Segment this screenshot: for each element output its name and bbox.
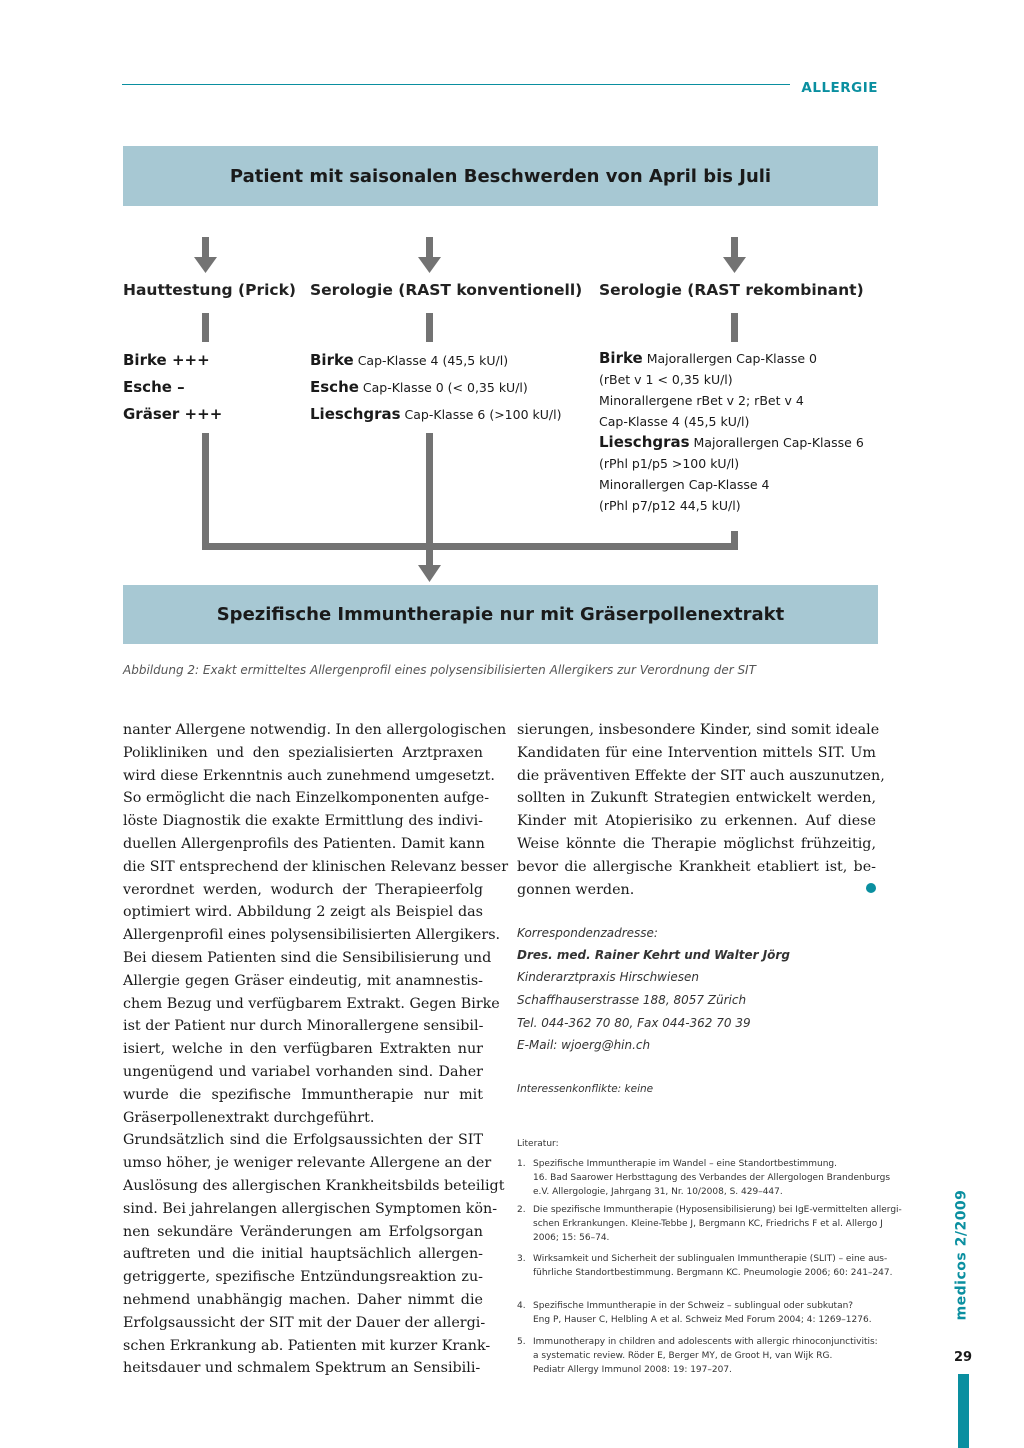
body-line: ist der Patient nur durch Minorallergene sensibil- — [123, 1018, 484, 1035]
body-line: bevor die allergische Krankheit etabliert ist, be- — [517, 858, 876, 875]
body-line: Allergie gegen Gräser eindeutig, mit anamnestis- — [123, 972, 483, 989]
contact-email: E-Mail: wjoerg@hin.ch — [517, 1038, 651, 1052]
result-allergen: Esche – — [123, 378, 185, 396]
contact-practice: Kinderarztpraxis Hirschwiesen — [517, 970, 699, 984]
body-line: ungenügend und variabel vorhanden sind. Daher — [123, 1063, 483, 1080]
flowchart-bottom-box: Spezifische Immuntherapie nur mit Gräserpollenextrakt — [123, 585, 878, 644]
body-line: Polikliniken und den spezialisierten Arztpraxen — [123, 744, 483, 761]
literature-line: e.V. Allergologie, Jahrgang 31, Nr. 10/2008, S. 429–447. — [533, 1187, 783, 1197]
body-line: Allergenprofil eines polysensibilisierten Allergikers. — [123, 927, 501, 944]
body-line: Grundsätzlich sind die Erfolgsaussichten der SIT — [123, 1132, 483, 1149]
result-allergen: Gräser +++ — [123, 405, 223, 423]
page-number: 29 — [954, 1350, 973, 1365]
result-item — [123, 347, 222, 374]
conflicts-note: Interessenkonflikte: keine — [517, 1083, 654, 1095]
connector-line — [202, 237, 209, 259]
body-line: Bei diesem Patienten sind die Sensibilisierung und — [123, 949, 492, 966]
body-line: Erfolgsaussicht der SIT mit der Dauer der allergi- — [123, 1314, 486, 1331]
result-allergen: Birke — [599, 349, 643, 367]
result-item — [123, 374, 222, 401]
body-line: sind. Bei jahrelangen allergischen Symptomen kön- — [123, 1200, 498, 1217]
contact-phone: Tel. 044-362 70 80, Fax 044-362 70 39 — [517, 1016, 751, 1030]
body-line: wurde die spezifische Immuntherapie nur mit — [123, 1086, 483, 1103]
literature-line: Spezifische Immuntherapie in der Schweiz – sublingual oder subkutan? — [533, 1301, 854, 1311]
body-line: So ermöglicht die nach Einzelkomponenten aufge- — [123, 790, 490, 807]
body-line: umso höher, je weniger relevante Allergene an der — [123, 1155, 492, 1172]
literature-line: schen Erkrankungen. Kleine-Tebbe J, Bergmann KC, Friedrichs F et al. Allergo J — [533, 1219, 883, 1229]
connector-line — [426, 237, 433, 259]
result-item — [599, 453, 864, 474]
body-line: auftreten und die initial hauptsächlich allergen- — [123, 1246, 483, 1263]
body-line: löste Diagnostik die exakte Ermittlung des indivi- — [123, 813, 483, 830]
result-detail: Cap-Klasse 6 (>100 kU/l) — [404, 407, 562, 422]
literature-line: a systematic review. Röder E, Berger MY, de Groot H, van Wijk RG. — [533, 1351, 833, 1361]
result-item — [123, 401, 222, 428]
result-item — [599, 390, 864, 411]
rast-recombinant-results — [599, 348, 864, 516]
body-line: Weise könnte die Therapie möglichst frühzeitig, — [517, 835, 876, 852]
result-allergen: Lieschgras — [599, 433, 690, 451]
body-line: isiert, welche in den verfügbaren Extrakten nur — [123, 1041, 483, 1058]
column-heading-rast-recombinant: Serologie (RAST rekombinant) — [599, 281, 864, 299]
literature-number: 1. — [517, 1159, 526, 1169]
body-line: sierungen, insbesondere Kinder, sind somit ideale — [517, 722, 880, 738]
body-line: nehmend unabhängig machen. Daher nimmt die — [123, 1291, 483, 1308]
result-item — [310, 347, 561, 374]
contact-names: Dres. med. Rainer Kehrt und Walter Jörg — [517, 948, 790, 962]
body-line: verordnet werden, wodurch der Therapieerfolg — [123, 881, 483, 898]
result-detail: Majorallergen Cap-Klasse 6 — [693, 435, 864, 450]
section-label: ALLERGIE — [801, 80, 878, 96]
connector-line — [202, 543, 738, 550]
figure-caption: Abbildung 2: Exakt ermitteltes Allergenprofil eines polysensibilisierten Allergikers zur Verordnung der SIT — [123, 663, 756, 677]
result-detail: (rBet v 1 < 0,35 kU/l) — [599, 372, 733, 387]
literature-line: Wirksamkeit und Sicherheit der sublingualen Immuntherapie (SLIT) – eine aus- — [533, 1254, 888, 1264]
body-line: sollten in Zukunft Strategien entwickelt werden, — [517, 790, 876, 807]
literature-number: 4. — [517, 1301, 526, 1311]
body-line: nen sekundäre Veränderungen am Erfolgsorgan — [123, 1223, 483, 1240]
result-item — [599, 474, 864, 495]
arrow-down-icon — [194, 257, 217, 273]
margin-accent-bar — [958, 1374, 969, 1448]
literature-line: 2006; 15: 56–74. — [533, 1233, 610, 1243]
column-heading-prick: Hauttestung (Prick) — [123, 281, 296, 299]
result-item — [310, 374, 561, 401]
result-detail: Minorallergen Cap-Klasse 4 — [599, 477, 770, 492]
body-line: die präventiven Effekte der SIT auch auszunutzen, — [517, 767, 885, 784]
connector-line — [426, 313, 433, 342]
body-line: die SIT entsprechend der klinischen Relevanz besser — [123, 858, 509, 875]
result-item — [310, 401, 561, 428]
body-line: optimiert wird. Abbildung 2 zeigt als Beispiel das — [123, 904, 483, 921]
body-line: wird diese Erkenntnis auch zunehmend umgesetzt. — [123, 767, 495, 784]
literature-line: Pediatr Allergy Immunol 2008: 19: 197–207. — [533, 1365, 732, 1375]
result-detail: (rPhl p1/p5 >100 kU/l) — [599, 456, 740, 471]
flowchart-top-box: Patient mit saisonalen Beschwerden von April bis Juli — [123, 146, 878, 206]
literature-line: führliche Standortbestimmung. Bergmann KC. Pneumologie 2006; 60: 241–247. — [533, 1268, 893, 1278]
literature-line: Die spezifische Immuntherapie (Hyposensibilisierung) bei IgE-vermittelten allergi- — [533, 1205, 902, 1215]
arrow-down-icon — [723, 257, 746, 273]
literature-line: Immunotherapy in children and adolescents with allergic rhinoconjunctivitis: — [533, 1337, 878, 1347]
body-column-right — [517, 719, 885, 901]
result-allergen: Esche — [310, 378, 359, 396]
connector-line — [731, 237, 738, 259]
result-item — [599, 495, 864, 516]
body-line: chem Bezug und verfügbarem Extrakt. Gegen Birke — [123, 995, 500, 1012]
result-item — [599, 432, 864, 453]
result-allergen: Lieschgras — [310, 405, 401, 423]
arrow-down-icon — [418, 257, 441, 273]
literature-label: Literatur: — [517, 1139, 559, 1149]
literature-line: 16. Bad Saarower Herbsttagung des Verbandes der Allergologen Brandenburgs — [533, 1173, 891, 1183]
body-line: Kandidaten für eine Intervention mittels SIT. Um — [517, 744, 876, 761]
body-line: heitsdauer und schmalem Spektrum an Sensibili- — [123, 1360, 481, 1377]
body-line: Kinder mit Atopierisiko zu erkennen. Auf diese — [517, 813, 876, 830]
prick-results — [123, 347, 222, 428]
body-line: nanter Allergene notwendig. In den allergologischen — [123, 722, 507, 738]
result-allergen: Birke +++ — [123, 351, 210, 369]
rast-conventional-results — [310, 347, 561, 428]
connector-line — [202, 313, 209, 342]
result-detail: Cap-Klasse 0 (< 0,35 kU/l) — [362, 380, 528, 395]
literature-number: 5. — [517, 1337, 526, 1347]
body-line: gonnen werden. — [517, 881, 635, 898]
connector-line — [731, 313, 738, 342]
journal-issue-label — [948, 1189, 973, 1325]
contact-address: Schaffhauserstrasse 188, 8057 Zürich — [517, 993, 747, 1007]
literature-number: 3. — [517, 1254, 526, 1264]
journal-issue-text: medicos 2/2009 — [953, 1189, 970, 1321]
result-item — [599, 369, 864, 390]
body-line: getriggerte, spezifische Entzündungsreaktion zu- — [123, 1269, 483, 1286]
result-item — [599, 411, 864, 432]
literature-number: 2. — [517, 1205, 526, 1215]
literature-line: Eng P, Hauser C, Helbling A et al. Schweiz Med Forum 2004; 4: 1269–1276. — [533, 1315, 872, 1325]
result-detail: Majorallergen Cap-Klasse 0 — [646, 351, 817, 366]
body-line: duellen Allergenprofils des Patienten. Damit kann — [123, 835, 485, 852]
body-column-left — [123, 719, 509, 1380]
result-detail: Minorallergene rBet v 2; rBet v 4 — [599, 393, 804, 408]
result-allergen: Birke — [310, 351, 354, 369]
result-detail: Cap-Klasse 4 (45,5 kU/l) — [599, 414, 750, 429]
body-line: schen Erkrankung ab. Patienten mit kurzer Krank- — [123, 1337, 491, 1354]
result-detail: Cap-Klasse 4 (45,5 kU/l) — [357, 353, 509, 368]
result-item — [599, 348, 864, 369]
result-detail: (rPhl p7/p12 44,5 kU/l) — [599, 498, 741, 513]
literature-line: Spezifische Immuntherapie im Wandel – eine Standortbestimmung. — [533, 1159, 837, 1169]
end-of-article-dot-icon — [866, 883, 876, 893]
contact-label: Korrespondenzadresse: — [517, 926, 658, 940]
arrow-down-icon — [418, 565, 441, 582]
column-heading-rast-conventional: Serologie (RAST konventionell) — [310, 281, 583, 299]
body-line: Auslösung des allergischen Krankheitsbilds beteiligt — [123, 1177, 505, 1194]
body-line: Gräserpollenextrakt durchgeführt. — [123, 1109, 375, 1126]
connector-line — [202, 433, 209, 549]
